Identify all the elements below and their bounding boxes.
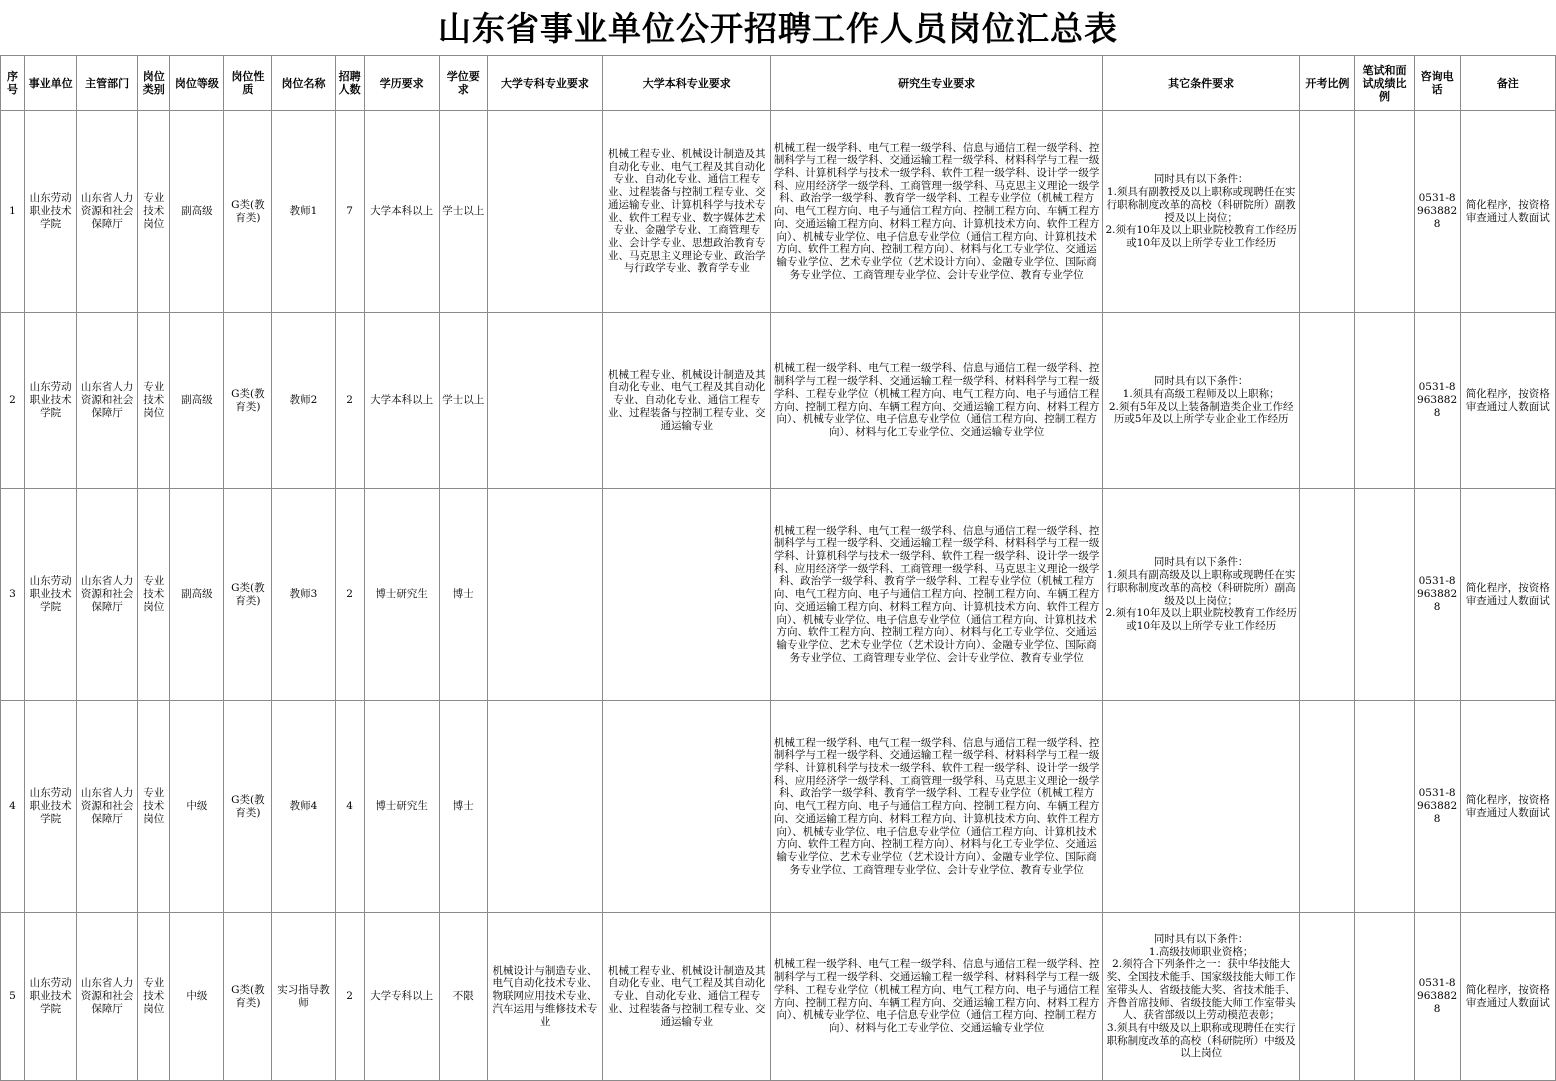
bachelor-major-cell bbox=[603, 489, 771, 701]
category-cell: 专业技术岗位 bbox=[138, 701, 170, 913]
score-ratio-cell bbox=[1355, 489, 1414, 701]
exam-ratio-cell bbox=[1300, 111, 1355, 313]
level-cell: 副高级 bbox=[170, 489, 224, 701]
graduate-major-cell: 机械工程一级学科、电气工程一级学科、信息与通信工程一级学科、控制科学与工程一级学科、交通运输工程一级学科、材料科学与工程一级学科、工程专业学位（机械工程方向、电气工程方向、电子与通信工程方向、控制工程方向、车辆工程方向、交通运输工程方向、材料工程方向）、机械专业学位、电子信息专业学位（通信工程方向、控制工程方向）、材料与化工专业学位、交通运输专业学位 bbox=[771, 913, 1103, 1081]
junior-college-major-cell bbox=[487, 701, 602, 913]
bachelor-major-cell bbox=[603, 701, 771, 913]
header-cell: 开考比例 bbox=[1300, 56, 1355, 111]
other-conditions-cell: 同时具有以下条件： 1.须具有副教授及以上职称或现聘任在实行职称制度改革的高校（科研院所）副教授及以上岗位； 2.须有10年及以上职业院校教育工作经历或10年及以上所学专业工作经历 bbox=[1102, 111, 1299, 313]
unit-cell: 山东劳动职业技术学院 bbox=[25, 111, 77, 313]
exam-ratio-cell bbox=[1300, 489, 1355, 701]
position-name-cell: 教师1 bbox=[272, 111, 335, 313]
header-cell: 岗位等级 bbox=[170, 56, 224, 111]
junior-college-major-cell: 机械设计与制造专业、电气自动化技术专业、物联网应用技术专业、汽车运用与维修技术专业 bbox=[487, 913, 602, 1081]
header-cell: 大学专科专业要求 bbox=[487, 56, 602, 111]
score-ratio-cell bbox=[1355, 913, 1414, 1081]
category-cell: 专业技术岗位 bbox=[138, 313, 170, 489]
level-cell: 中级 bbox=[170, 913, 224, 1081]
dept-cell: 山东省人力资源和社会保障厅 bbox=[77, 489, 138, 701]
position-name-cell: 教师4 bbox=[272, 701, 335, 913]
level-cell: 中级 bbox=[170, 701, 224, 913]
exam-ratio-cell bbox=[1300, 701, 1355, 913]
other-conditions-cell: 同时具有以下条件： 1.高级技师职业资格； 2.须符合下列条件之一：获中华技能大奖、全国技术能手、国家级技能大师工作室带头人、省级技能大奖、省技术能手、齐鲁首席技师、省级技能大师工作室带头人、获省部级以上劳动模范表彰； 3.须具有中级及以上职称或现聘任在实行职称制度改革的高校（科研院所）中级及以上岗位 bbox=[1102, 913, 1299, 1081]
phone-cell: 0531-89638828 bbox=[1414, 489, 1460, 701]
header-cell: 咨询电话 bbox=[1414, 56, 1460, 111]
table-row bbox=[1, 111, 1556, 313]
degree-cell: 学士以上 bbox=[439, 313, 487, 489]
nature-cell: G类(教育类) bbox=[224, 913, 272, 1081]
position-name-cell: 实习指导教师 bbox=[272, 913, 335, 1081]
count-cell: 7 bbox=[335, 111, 364, 313]
score-ratio-cell bbox=[1355, 701, 1414, 913]
header-row bbox=[1, 56, 1556, 111]
category-cell: 专业技术岗位 bbox=[138, 111, 170, 313]
score-ratio-cell bbox=[1355, 111, 1414, 313]
row-index: 1 bbox=[1, 111, 25, 313]
page-title: 山东省事业单位公开招聘工作人员岗位汇总表 bbox=[438, 9, 1118, 48]
dept-cell: 山东省人力资源和社会保障厅 bbox=[77, 913, 138, 1081]
nature-cell: G类(教育类) bbox=[224, 701, 272, 913]
row-index: 2 bbox=[1, 313, 25, 489]
header-cell: 其它条件要求 bbox=[1102, 56, 1299, 111]
exam-ratio-cell bbox=[1300, 913, 1355, 1081]
other-conditions-cell: 同时具有以下条件： 1.须具有副高级及以上职称或现聘任在实行职称制度改革的高校（科研院所）副高级及以上岗位； 2.须有10年及以上职业院校教育工作经历或10年及以上所学专业工作经历 bbox=[1102, 489, 1299, 701]
remark-cell: 简化程序，按资格审查通过人数面试 bbox=[1460, 111, 1555, 313]
nature-cell: G类(教育类) bbox=[224, 111, 272, 313]
graduate-major-cell: 机械工程一级学科、电气工程一级学科、信息与通信工程一级学科、控制科学与工程一级学科、交通运输工程一级学科、材料科学与工程一级学科、计算机科学与技术一级学科、软件工程一级学科、设计学一级学科、应用经济学一级学科、工商管理一级学科、马克思主义理论一级学科、政治学一级学科、教育学一级学科、工程专业学位（机械工程方向、电气工程方向、电子与通信工程方向、控制工程方向、车辆工程方向、交通运输工程方向、材料工程方向、计算机技术方向、软件工程方向）、机械专业学位、电子信息专业学位（通信工程方向、计算机技术方向、软件工程方向、控制工程方向）、材料与化工专业学位、交通运输专业学位、艺术专业学位（艺术设计方向）、金融专业学位、国际商务专业学位、工商管理专业学位、会计专业学位、教育专业学位 bbox=[771, 489, 1103, 701]
other-conditions-cell: 同时具有以下条件： 1.须具有高级工程师及以上职称； 2.须有5年及以上装备制造类企业工作经历或5年及以上所学专业企业工作经历 bbox=[1102, 313, 1299, 489]
table-row bbox=[1, 313, 1556, 489]
header-cell: 研究生专业要求 bbox=[771, 56, 1103, 111]
unit-cell: 山东劳动职业技术学院 bbox=[25, 701, 77, 913]
dept-cell: 山东省人力资源和社会保障厅 bbox=[77, 701, 138, 913]
exam-ratio-cell bbox=[1300, 313, 1355, 489]
row-index: 5 bbox=[1, 913, 25, 1081]
level-cell: 副高级 bbox=[170, 313, 224, 489]
category-cell: 专业技术岗位 bbox=[138, 489, 170, 701]
education-cell: 大学本科以上 bbox=[364, 313, 439, 489]
degree-cell: 博士 bbox=[439, 701, 487, 913]
level-cell: 副高级 bbox=[170, 111, 224, 313]
phone-cell: 0531-89638828 bbox=[1414, 913, 1460, 1081]
phone-cell: 0531-89638828 bbox=[1414, 111, 1460, 313]
count-cell: 4 bbox=[335, 701, 364, 913]
count-cell: 2 bbox=[335, 913, 364, 1081]
unit-cell: 山东劳动职业技术学院 bbox=[25, 913, 77, 1081]
graduate-major-cell: 机械工程一级学科、电气工程一级学科、信息与通信工程一级学科、控制科学与工程一级学科、交通运输工程一级学科、材料科学与工程一级学科、计算机科学与技术一级学科、软件工程一级学科、设计学一级学科、应用经济学一级学科、工商管理一级学科、马克思主义理论一级学科、政治学一级学科、教育学一级学科、工程专业学位（机械工程方向、电气工程方向、电子与通信工程方向、控制工程方向、车辆工程方向、交通运输工程方向、材料工程方向、计算机技术方向、软件工程方向）、机械专业学位、电子信息专业学位（通信工程方向、计算机技术方向、软件工程方向、控制工程方向）、材料与化工专业学位、交通运输专业学位、艺术专业学位（艺术设计方向）、金融专业学位、国际商务专业学位、工商管理专业学位、会计专业学位、教育专业学位 bbox=[771, 701, 1103, 913]
header-cell: 序号 bbox=[1, 56, 25, 111]
nature-cell: G类(教育类) bbox=[224, 313, 272, 489]
phone-cell: 0531-89638828 bbox=[1414, 313, 1460, 489]
bachelor-major-cell: 机械工程专业、机械设计制造及其自动化专业、电气工程及其自动化专业、自动化专业、通信工程专业、过程装备与控制工程专业、交通运输专业 bbox=[603, 313, 771, 489]
count-cell: 2 bbox=[335, 313, 364, 489]
header-cell: 主管部门 bbox=[77, 56, 138, 111]
education-cell: 博士研究生 bbox=[364, 701, 439, 913]
table-row bbox=[1, 913, 1556, 1081]
header-cell: 学历要求 bbox=[364, 56, 439, 111]
junior-college-major-cell bbox=[487, 489, 602, 701]
junior-college-major-cell bbox=[487, 111, 602, 313]
header-cell: 大学本科专业要求 bbox=[603, 56, 771, 111]
header-cell: 岗位类别 bbox=[138, 56, 170, 111]
header-cell: 笔试和面试成绩比例 bbox=[1355, 56, 1414, 111]
header-cell: 学位要求 bbox=[439, 56, 487, 111]
unit-cell: 山东劳动职业技术学院 bbox=[25, 313, 77, 489]
remark-cell: 简化程序，按资格审查通过人数面试 bbox=[1460, 313, 1555, 489]
bachelor-major-cell: 机械工程专业、机械设计制造及其自动化专业、电气工程及其自动化专业、自动化专业、通信工程专业、过程装备与控制工程专业、交通运输专业、计算机科学与技术专业、软件工程专业、数字媒体艺术专业、金融学专业、工商管理专业、会计学专业、思想政治教育专业、马克思主义理论专业、政治学与行政学专业、教育学专业 bbox=[603, 111, 771, 313]
header-cell: 岗位性质 bbox=[224, 56, 272, 111]
row-index: 4 bbox=[1, 701, 25, 913]
table-row bbox=[1, 701, 1556, 913]
education-cell: 大学本科以上 bbox=[364, 111, 439, 313]
remark-cell: 简化程序，按资格审查通过人数面试 bbox=[1460, 913, 1555, 1081]
education-cell: 博士研究生 bbox=[364, 489, 439, 701]
header-cell: 招聘人数 bbox=[335, 56, 364, 111]
dept-cell: 山东省人力资源和社会保障厅 bbox=[77, 111, 138, 313]
category-cell: 专业技术岗位 bbox=[138, 913, 170, 1081]
header-cell: 事业单位 bbox=[25, 56, 77, 111]
phone-cell: 0531-89638828 bbox=[1414, 701, 1460, 913]
degree-cell: 博士 bbox=[439, 489, 487, 701]
degree-cell: 学士以上 bbox=[439, 111, 487, 313]
graduate-major-cell: 机械工程一级学科、电气工程一级学科、信息与通信工程一级学科、控制科学与工程一级学科、交通运输工程一级学科、材料科学与工程一级学科、工程专业学位（机械工程方向、电气工程方向、电子与通信工程方向、控制工程方向、车辆工程方向、交通运输工程方向、材料工程方向）、机械专业学位、电子信息专业学位（通信工程方向、控制工程方向）、材料与化工专业学位、交通运输专业学位 bbox=[771, 313, 1103, 489]
table-row bbox=[1, 489, 1556, 701]
positions-table bbox=[0, 55, 1556, 1081]
other-conditions-cell bbox=[1102, 701, 1299, 913]
degree-cell: 不限 bbox=[439, 913, 487, 1081]
header-cell: 备注 bbox=[1460, 56, 1555, 111]
bachelor-major-cell: 机械工程专业、机械设计制造及其自动化专业、电气工程及其自动化专业、自动化专业、通信工程专业、过程装备与控制工程专业、交通运输专业 bbox=[603, 913, 771, 1081]
score-ratio-cell bbox=[1355, 313, 1414, 489]
position-name-cell: 教师2 bbox=[272, 313, 335, 489]
count-cell: 2 bbox=[335, 489, 364, 701]
row-index: 3 bbox=[1, 489, 25, 701]
remark-cell: 简化程序，按资格审查通过人数面试 bbox=[1460, 701, 1555, 913]
position-name-cell: 教师3 bbox=[272, 489, 335, 701]
dept-cell: 山东省人力资源和社会保障厅 bbox=[77, 313, 138, 489]
header-cell: 岗位名称 bbox=[272, 56, 335, 111]
graduate-major-cell: 机械工程一级学科、电气工程一级学科、信息与通信工程一级学科、控制科学与工程一级学科、交通运输工程一级学科、材料科学与工程一级学科、计算机科学与技术一级学科、软件工程一级学科、设计学一级学科、应用经济学一级学科、工商管理一级学科、马克思主义理论一级学科、政治学一级学科、教育学一级学科、工程专业学位（机械工程方向、电气工程方向、电子与通信工程方向、控制工程方向、车辆工程方向、交通运输工程方向、材料工程方向、计算机技术方向、软件工程方向）、机械专业学位、电子信息专业学位（通信工程方向、计算机技术方向、软件工程方向、控制工程方向）、材料与化工专业学位、交通运输专业学位、艺术专业学位（艺术设计方向）、金融专业学位、国际商务专业学位、工商管理专业学位、会计专业学位、教育专业学位 bbox=[771, 111, 1103, 313]
nature-cell: G类(教育类) bbox=[224, 489, 272, 701]
unit-cell: 山东劳动职业技术学院 bbox=[25, 489, 77, 701]
remark-cell: 简化程序，按资格审查通过人数面试 bbox=[1460, 489, 1555, 701]
junior-college-major-cell bbox=[487, 313, 602, 489]
education-cell: 大学专科以上 bbox=[364, 913, 439, 1081]
